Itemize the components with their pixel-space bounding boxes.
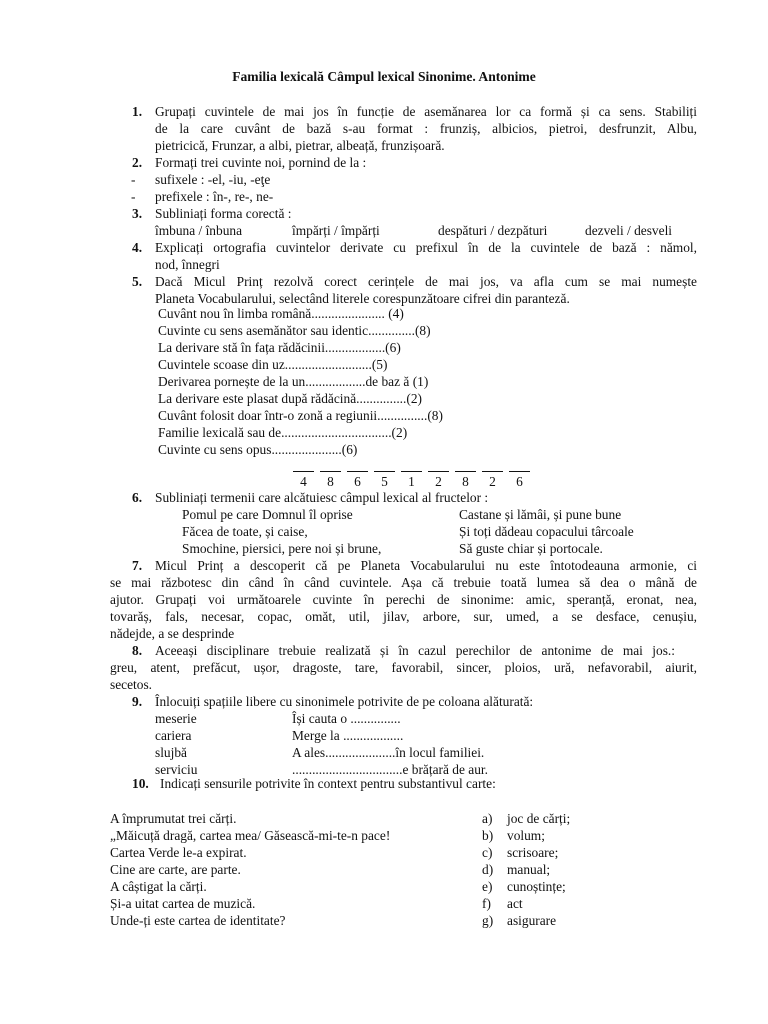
synonym-word: cariera [155, 728, 192, 743]
answer-blank [482, 463, 503, 472]
q2-dash-1: - [131, 172, 136, 187]
context-sentence: Unde-ți este cartea de identitate? [110, 913, 286, 928]
q3-option-3: despături / dezpături [438, 223, 548, 238]
answer-blank [455, 463, 476, 472]
q3-option-2: împărți / împărți [292, 223, 380, 238]
q3-line1: Subliniați forma corectă : [155, 206, 292, 221]
q4-line1: Explicați ortografia cuvintelor derivate cu prefixul în de la cuvintele de bază : nămol, [155, 240, 697, 255]
answer-digit: 1 [408, 474, 415, 489]
meaning-text: volum; [507, 828, 545, 843]
q10-number: 10. [132, 776, 149, 791]
meaning-letter: b) [482, 828, 494, 843]
q2-item-prefixes: prefixele : în-, re-, ne- [155, 189, 274, 204]
answer-blank [401, 463, 422, 472]
q2-number: 2. [132, 155, 143, 170]
q6-number: 6. [132, 490, 143, 505]
q7-line2: se mai războtesc din când în când cuvintele. Așa că trebuie toată lumea să dea o mână de [110, 575, 697, 590]
context-sentence: Cartea Verde le-a expirat. [110, 845, 247, 860]
meaning-text: asigurare [507, 913, 557, 928]
poem-line-left: Făcea de toate, și caise, [182, 524, 308, 539]
meaning-letter: g) [482, 913, 494, 928]
answer-digit: 2 [489, 474, 496, 489]
answer-blank [374, 463, 395, 472]
fill-phrase: A ales.....................în locul familiei. [292, 745, 485, 760]
context-sentence: „Măicuță dragă, cartea mea/ Găsească-mi-te-n pace! [110, 828, 391, 843]
meaning-text: act [507, 896, 523, 911]
context-sentence: A câștigat la cărți. [110, 879, 207, 894]
answer-blank [320, 463, 341, 472]
q4-line2: nod, înnegri [155, 257, 220, 272]
answer-digit: 8 [462, 474, 469, 489]
answer-digit: 6 [354, 474, 361, 489]
q1-number: 1. [132, 104, 143, 119]
meaning-letter: d) [482, 862, 494, 877]
answer-blank [509, 463, 530, 472]
q5-item: Cuvinte cu sens asemănător sau identic..............(8) [158, 323, 431, 338]
q8-line3: secetos. [110, 677, 153, 692]
page-title: Familia lexicală Câmpul lexical Sinonime. Antonime [232, 69, 536, 84]
q2-item-suffixes: sufixele : -el, -iu, -eţe [155, 172, 271, 187]
meaning-letter: a) [482, 811, 493, 826]
q3-option-1: îmbuna / înbuna [155, 223, 243, 238]
q3-number: 3. [132, 206, 143, 221]
q1-line1: Grupați cuvintele de mai jos în funcție de asemănarea lor ca formă și ca sens. Stabiliți [155, 104, 697, 119]
meaning-letter: c) [482, 845, 493, 860]
meaning-text: scrisoare; [507, 845, 559, 860]
q8-number: 8. [132, 643, 143, 658]
meaning-letter: f) [482, 896, 491, 911]
q10-line1: Indicați sensurile potrivite în context pentru substantivul carte: [160, 776, 496, 791]
q1-line2: de la care cuvânt de bază s-au format : frunziș, albicios, pietroi, desfrunzit, Albu, [155, 121, 697, 136]
answer-digit: 4 [300, 474, 307, 489]
meaning-text: joc de cărți; [507, 811, 571, 826]
synonym-word: serviciu [155, 762, 198, 777]
q5-item: Cuvânt nou în limba română...................... (4) [158, 306, 404, 321]
q6-line1: Subliniați termenii care alcătuiesc câmpul lexical al fructelor : [155, 490, 489, 505]
poem-line-left: Smochine, piersici, pere noi și brune, [182, 541, 382, 556]
q9-number: 9. [132, 694, 143, 709]
q7-line4: tovarăș, fals, necesar, copac, omăt, util, jilav, arbore, sur, umed, a se desface, cenușiu, [110, 609, 697, 624]
poem-line-right: Castane și lămâi, și pune bune [459, 507, 622, 522]
q5-line2: Planeta Vocabularului, selectând literele corespunzătoare cifrei din paranteză. [155, 291, 570, 306]
q8-line1: Aceeași disciplinare trebuie realizată și în cazul perechilor de antonime de mai jos.: [155, 643, 675, 658]
q5-item: Cuvânt folosit doar într-o zonă a regiunii...............(8) [158, 408, 443, 423]
poem-line-left: Pomul pe care Domnul îl oprise [182, 507, 353, 522]
poem-line-right: Să guste chiar și portocale. [459, 541, 603, 556]
context-sentence: Cine are carte, are parte. [110, 862, 241, 877]
q2-line1: Formați trei cuvinte noi, pornind de la : [155, 155, 367, 170]
poem-line-right: Și toți dădeau copacului târcoale [459, 524, 634, 539]
q7-line5: nădejde, a se desprinde [110, 626, 235, 641]
meaning-text: cunoștințe; [507, 879, 566, 894]
synonym-word: slujbă [155, 745, 187, 760]
q8-line2: greu, atent, prefăcut, ușor, dragoste, tare, favorabil, sincer, ploios, ură, nefavorabil, aiurit, [110, 660, 697, 675]
fill-phrase: Își cauta o ............... [292, 711, 401, 726]
fill-phrase: .................................e brățară de aur. [292, 762, 488, 777]
answer-digit: 5 [381, 474, 388, 489]
answer-digit: 8 [327, 474, 334, 489]
q5-item: La derivare este plasat după rădăcină...............(2) [158, 391, 422, 406]
fill-phrase: Merge la .................. [292, 728, 404, 743]
answer-blank [347, 463, 368, 472]
q5-item: La derivare stă în fața rădăcinii..................(6) [158, 340, 401, 355]
q5-item: Familie lexicală sau de.................................(2) [158, 425, 408, 440]
q5-item: Cuvinte cu sens opus.....................(6) [158, 442, 358, 457]
answer-digit: 2 [435, 474, 442, 489]
q7-line1: Micul Prinț a descoperit că pe Planeta Vocabularului nu este întotodeauna armonie, ci [155, 558, 697, 573]
q7-line3: ajutor. Grupați voi următoarele cuvinte în perechi de sinonime: amic, speranță, eronat, nea, [110, 592, 697, 607]
meaning-text: manual; [507, 862, 551, 877]
q9-line1: Înlocuiți spațiile libere cu sinonimele potrivite de pe coloana alăturată: [155, 694, 534, 709]
answer-blank [293, 463, 314, 472]
q5-number: 5. [132, 274, 143, 289]
answer-blank [428, 463, 449, 472]
meaning-letter: e) [482, 879, 493, 894]
q2-dash-2: - [131, 189, 136, 204]
q4-number: 4. [132, 240, 143, 255]
q5-item: Derivarea pornește de la un..................de baz ă (1) [158, 374, 429, 389]
q5-item: Cuvintele scoase din uz..........................(5) [158, 357, 388, 372]
q3-option-4: dezveli / desveli [585, 223, 673, 238]
context-sentence: A împrumutat trei cărți. [110, 811, 237, 826]
q1-line3: pietricică, Frunzar, a albi, pietrar, albeață, frunzișoară. [155, 138, 445, 153]
q7-number: 7. [132, 558, 143, 573]
context-sentence: Și-a uitat cartea de muzică. [110, 896, 256, 911]
answer-digit: 6 [516, 474, 523, 489]
q5-line1: Dacă Micul Prinț rezolvă corect cerințele de mai jos, va afla cum se mai numește [155, 274, 697, 289]
synonym-word: meserie [155, 711, 197, 726]
